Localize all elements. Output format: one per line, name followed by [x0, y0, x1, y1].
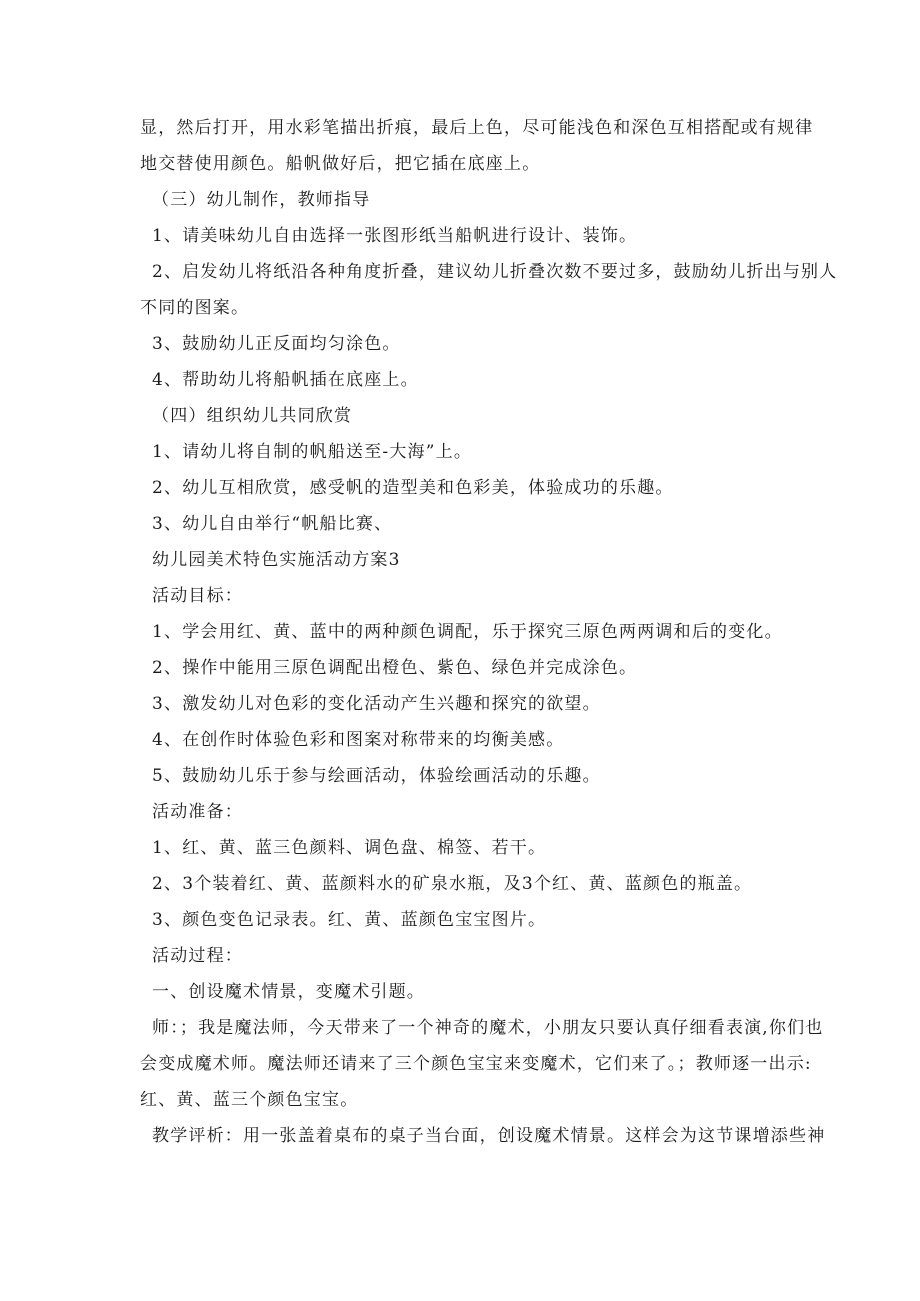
document-body — [140, 110, 838, 1154]
text-line: 不同的图案。 — [140, 298, 250, 318]
text-line: 地交替使用颜色。船帆做好后，把它插在底座上。 — [140, 154, 541, 174]
section-heading: 活动准备： — [152, 802, 243, 822]
text-line: 2、3个装着红、黄、蓝颜料水的矿泉水瓶，及3个红、黄、蓝颜色的瓶盖。 — [152, 874, 753, 894]
text-line: 3、幼儿自由举行“帆船比赛、 — [152, 514, 393, 534]
text-line: 2、操作中能用三原色调配出橙色、紫色、绿色并完成涂色。 — [152, 658, 638, 678]
text-line: 一、创设魔术情景，变魔术引题。 — [152, 982, 425, 1002]
section-heading: （三）幼儿制作，教师指导 — [152, 190, 371, 210]
text-line: 4、在创作时体验色彩和图案对称带来的均衡美感。 — [152, 730, 565, 750]
text-line: 2、启发幼儿将纸沿各种角度折叠，建议幼儿折叠次数不要过多，鼓励幼儿折出与别人 — [152, 262, 838, 282]
section-heading: 活动目标： — [152, 586, 243, 606]
text-line: 3、激发幼儿对色彩的变化活动产生兴趣和探究的欲望。 — [152, 694, 601, 714]
document-title: 幼儿园美术特色实施活动方案3 — [152, 550, 401, 570]
text-line: 红、黄、蓝三个颜色宝宝。 — [140, 1090, 359, 1110]
text-line: 3、鼓励幼儿正反面均匀涂色。 — [152, 334, 401, 354]
text-line: 1、请幼儿将自制的帆船送至-大海”上。 — [152, 442, 473, 462]
text-line: 1、学会用红、黄、蓝中的两种颜色调配，乐于探究三原色两两调和后的变化。 — [152, 622, 783, 642]
text-line: 1、红、黄、蓝三色颜料、调色盘、棉签、若干。 — [152, 838, 547, 858]
text-line: 教学评析：用一张盖着桌布的桌子当台面，创设魔术情景。这样会为这节课增添些神 — [152, 1126, 826, 1146]
text-line: 1、请美味幼儿自由选择一张图形纸当船帆进行设计、装饰。 — [152, 226, 638, 246]
text-line: 2、幼儿互相欣赏，感受帆的造型美和色彩美，体验成功的乐趣。 — [152, 478, 674, 498]
text-line: 会变成魔术师。魔法师还请来了三个颜色宝宝来变魔术，它们来了。；教师逐一出示: — [140, 1054, 812, 1074]
section-heading: 活动过程： — [152, 946, 243, 966]
section-heading: （四）组织幼儿共同欣赏 — [152, 406, 353, 426]
text-line: 5、鼓励幼儿乐于参与绘画活动，体验绘画活动的乐趣。 — [152, 766, 601, 786]
text-line: 4、帮助幼儿将船帆插在底座上。 — [152, 370, 419, 390]
text-line: 显，然后打开，用水彩笔描出折痕，最后上色，尽可能浅色和深色互相搭配或有规律 — [140, 118, 814, 138]
text-line: 师：；我是魔法师，今天带来了一个神奇的魔术，小朋友只要认真仔细看表演,你们也 — [152, 1018, 824, 1038]
text-line: 3、颜色变色记录表。红、黄、蓝颜色宝宝图片。 — [152, 910, 547, 930]
